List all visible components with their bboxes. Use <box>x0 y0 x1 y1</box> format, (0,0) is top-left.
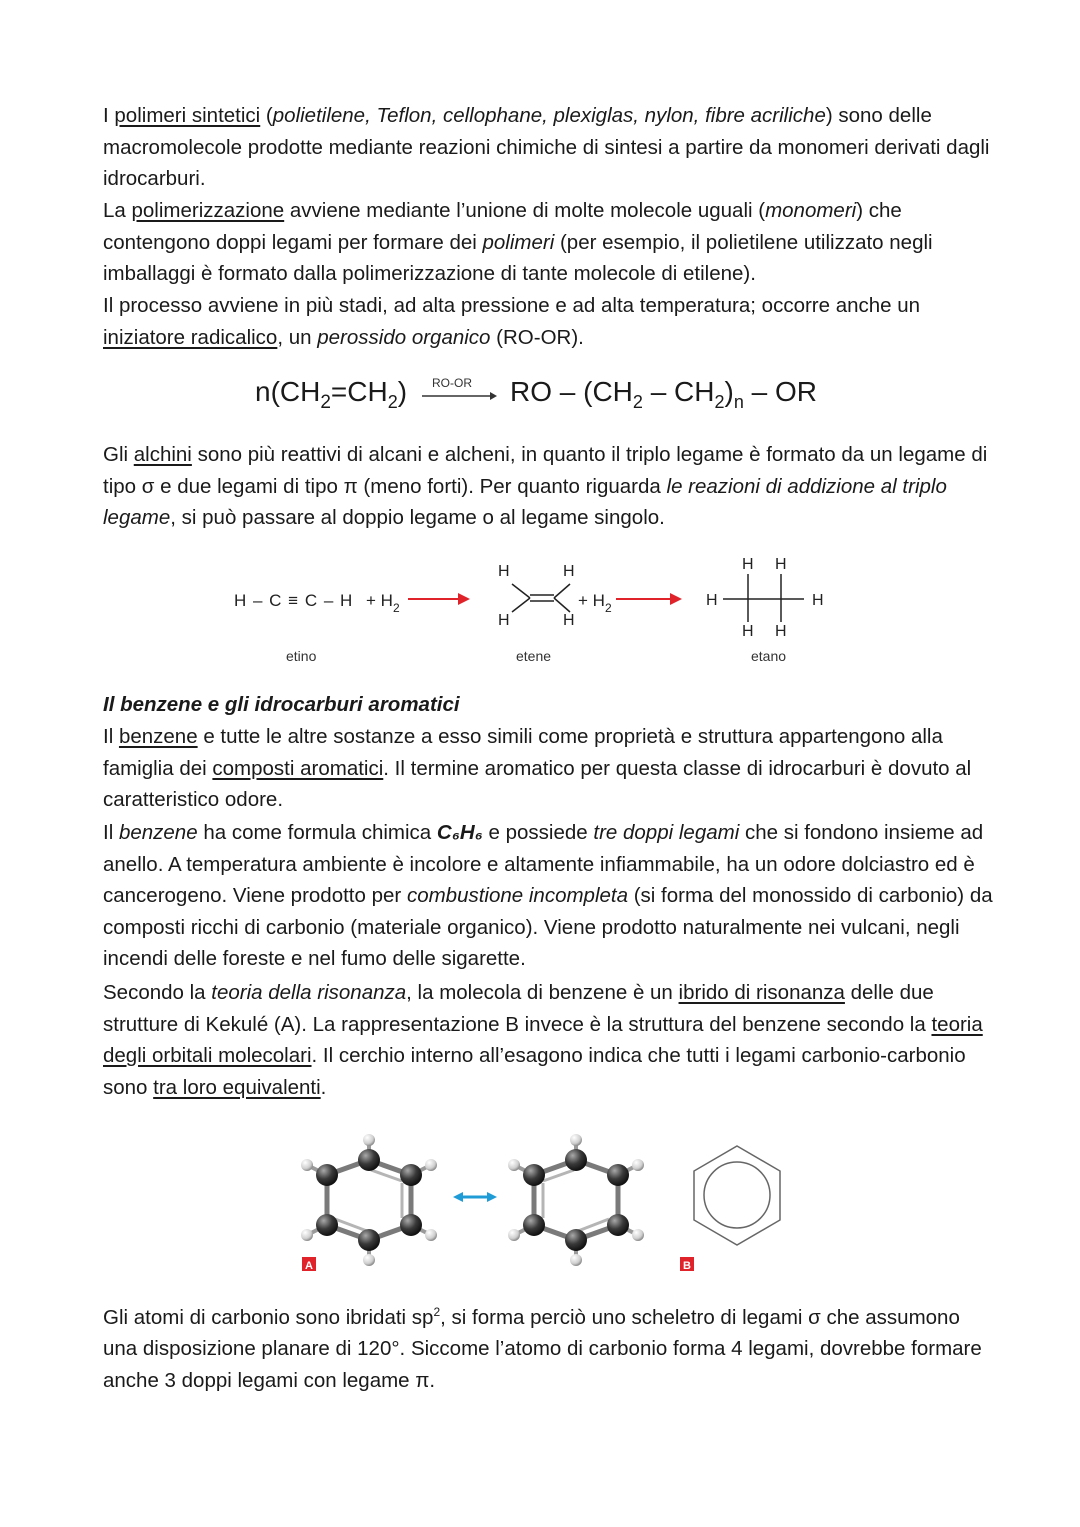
paragraph-process: Il processo avviene in più stadi, ad alta pressione e ad alta temperatura; occorre anche un iniziatore radicalico, un perossido organico (RO-OR). <box>103 294 921 349</box>
benzene-structures-figure <box>290 1115 790 1280</box>
hydrogenation-reaction-figure <box>220 550 840 675</box>
paragraph-synthetic-polymers: I polimeri sintetici (polietilene, Teflon, cellophane, plexiglas, nylon, fibre acriliche) sono delle macromolecole prodotte mediante reazioni chimiche di sintesi a partire da monomeri derivati dagli idrocarburi. <box>103 104 990 191</box>
paragraph-alkynes: Gli alchini sono più reattivi di alcani e alcheni, in quanto il triplo legame è formato da un legame di tipo σ e due legami di tipo π (meno forti). Per quanto riguarda le reazioni di addizione al triplo legame, si può passare al doppio legame o al legame singolo. <box>103 443 988 530</box>
equation-arrowhead <box>490 392 497 400</box>
paragraph-benzene-properties: Il benzene ha come formula chimica C₆H₆ e possiede tre doppi legami che si fondono insieme ad anello. A temperatura ambiente è incolore e altamente infiammabile, ha un odore dolciastro ed è cancerogeno. Viene prodotto per combustione incompleta (si forma del monossido di carbonio) da composti ricchi di carbonio (materiale organico). Viene prodotto naturalmente nei vulcani, negli incendi delle foreste e nel fumo delle sigarette. <box>103 821 993 971</box>
ethene-molecule <box>498 563 575 629</box>
paragraph-aromatic: Il benzene e tutte le altre sostanze a esso simili come proprietà e struttura appartengono alla famiglia dei composti aromatici. Il termine aromatico per questa classe di idrocarburi è dovuto al caratteristico odore. <box>103 725 972 812</box>
svg-text:H: H <box>498 612 510 629</box>
ethyne-molecule <box>234 591 353 610</box>
benzene-orbital-structure <box>694 1146 780 1245</box>
term-molecular-orbital-theory: teoria degli orbitali molecolari <box>103 1012 983 1068</box>
resonance-arrow <box>453 1192 497 1202</box>
label-etene: etene <box>516 648 552 664</box>
svg-text:H: H <box>775 623 787 640</box>
term-alkynes: alchini <box>133 443 192 466</box>
term-benzene: benzene <box>118 725 198 748</box>
term-aromatic-compounds: composti aromatici <box>212 756 384 780</box>
term-synthetic-polymers: polimeri sintetici <box>114 104 261 127</box>
reaction-arrowhead-1 <box>458 593 470 605</box>
svg-text:H: H <box>563 612 575 629</box>
svg-text:H: H <box>775 556 787 573</box>
paragraph-resonance: Secondo la teoria della risonanza, la molecola di benzene è un ibrido di risonanza delle due strutture di Kekulé (A). La rappresentazione B invece è la struttura del benzene secondo la teoria degli orbitali molecolari. Il cerchio interno all’esagono indica che tutti i legami carbonio-carbonio sono tra loro equivalenti. <box>103 981 983 1099</box>
benzene-formula: C₆H₆ <box>436 821 483 844</box>
svg-text:H: H <box>706 592 718 609</box>
svg-text:H: H <box>742 556 754 573</box>
paragraph-hybridization: Gli atomi di carbonio sono ibridati $sp^2$, si forma perciò uno scheletro di legami σ che assumono una disposizione planare di 120°. Siccome l’atomo di carbonio forma 4 legami, dovrebbe formare anche 3 doppi legami con legame π. <box>103 1305 982 1393</box>
kekule-structure-2 <box>508 1134 644 1266</box>
svg-text:H – C ≡ C – H: H – C ≡ C – H <box>234 591 354 610</box>
reaction-arrowhead-2 <box>670 593 682 605</box>
label-b-badge <box>680 1257 694 1272</box>
kekule-structure-1 <box>301 1134 437 1266</box>
label-a-badge <box>302 1257 316 1272</box>
term-resonance-hybrid: ibrido di risonanza <box>678 981 845 1004</box>
term-radical-initiator: iniziatore radicalico <box>103 325 278 349</box>
equation-product: RO – $(CH_2 - CH_2)_n$ – OR <box>510 376 817 412</box>
svg-text:H: H <box>742 623 754 640</box>
section-heading-benzene: Il benzene e gli idrocarburi aromatici <box>103 693 460 716</box>
svg-text:H: H <box>498 563 510 580</box>
svg-text:B: B <box>683 1260 691 1272</box>
term-equivalent: tra loro equivalenti <box>153 1075 321 1099</box>
ethane-molecule <box>706 556 824 640</box>
paragraph-polymerization: La polimerizzazione avviene mediante l’unione di molte molecole uguali (monomeri) che contengono doppi legami per formare dei polimeri (per esempio, il polietilene utilizzato negli imballaggi è formato dalla polimerizzazione di tante molecole di etilene). <box>103 199 933 286</box>
plus-h2-first: + $H_2$ <box>366 591 400 615</box>
label-etino: etino <box>286 648 317 664</box>
svg-text:A: A <box>305 1260 313 1272</box>
plus-h2-second: + $H_2$ <box>578 591 612 615</box>
svg-text:H: H <box>812 592 824 609</box>
equation-arrow-label: RO-OR <box>432 376 472 390</box>
label-etano: etano <box>751 648 787 664</box>
equation-reactant: $n(CH_2=CH_2)$ <box>255 376 408 413</box>
polymerization-equation <box>0 368 1080 418</box>
term-polymerization: polimerizzazione <box>131 199 285 222</box>
svg-text:H: H <box>563 563 575 580</box>
